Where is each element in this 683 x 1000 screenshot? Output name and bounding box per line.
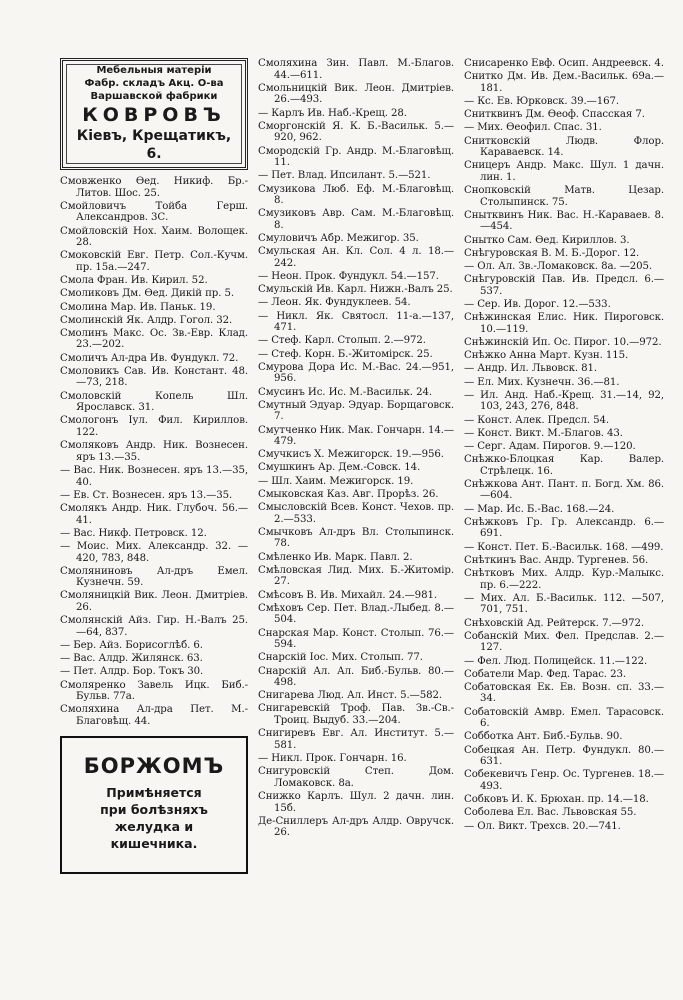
directory-entry: Смолина Мар. Ив. Паньк. 19. <box>60 301 216 313</box>
directory-entry: — Конст. Алек. Предсл. 54. <box>464 414 610 426</box>
directory-entry: — Ол. Ал. Зв.-Ломаковск. 8а. —205. <box>464 261 653 273</box>
directory-entry: Смолинскій Як. Алдр. Гогол. 32. <box>60 314 233 326</box>
directory-entry: Смоличъ Ал-дра Ив. Фундукл. 72. <box>60 352 239 364</box>
borjom-advertisement <box>60 736 248 874</box>
directory-entry: Смычковъ Ал-дръ Вл. Столыпинск. 78. <box>258 526 454 550</box>
directory-entry: Де-Сниллеръ Ал-дръ Алдр. Овручск. 26. <box>258 815 454 839</box>
directory-entry: Сницеръ Андр. Макс. Шул. 1 дачн. лин. 1. <box>464 160 664 183</box>
directory-entry: — Карлъ Ив. Наб.-Крещ. 28. <box>258 107 407 119</box>
ad-line: Фабр. складъ Акц. О-ва <box>84 78 224 89</box>
directory-entry: Смоловскій Копель Шл. Ярославск. 31. <box>60 390 248 414</box>
directory-entry: Смородскій Гр. Андр. М.-Благовѣщ. 11. <box>258 145 454 169</box>
directory-entry: Смѣховъ Сер. Пет. Влад.-Лыбед. 8.—504. <box>258 602 454 626</box>
furniture-advertisement <box>60 58 248 170</box>
directory-entry: — Леон. Як. Фундуклеев. 54. <box>258 297 411 309</box>
ad-brand-name: БОРЖОМЪ <box>83 753 225 778</box>
ad-address: Кіевъ, Крещатикъ, 6. <box>76 128 232 162</box>
directory-entry: — Стеф. Корн. Б.-Житомірск. 25. <box>258 348 433 360</box>
directory-entry: Снисаренко Евф. Осип. Андреевск. 4. <box>464 58 664 69</box>
directory-entry: — Конст. Пет. Б.-Васильк. 168. —499. <box>464 541 664 553</box>
directory-entry: Смурова Дора Ис. М.-Вас. 24.—951, 956. <box>258 361 454 385</box>
directory-entry: Сморгонскій Я. К. Б.-Васильк. 5.—920, 962. <box>258 120 454 144</box>
directory-entry: Снѣжковъ Гр. Гр. Александр. 6.—691. <box>464 516 664 540</box>
directory-entry: Снитко Дм. Ив. Дем.-Васильк. 69а.—181. <box>464 71 664 94</box>
directory-entry: Собекевичъ Генр. Ос. Тургенев. 18.—493. <box>464 769 664 792</box>
directory-entry: Смоляковъ Андр. Ник. Вознесен. яръ 13.—35. <box>60 440 248 463</box>
directory-page <box>60 58 664 983</box>
directory-entry: — Вас. Никф. Петровск. 12. <box>60 527 207 539</box>
ad-line: желудка и <box>114 818 194 834</box>
directory-entry: Смѣленко Ив. Марк. Павл. 2. <box>258 551 413 563</box>
directory-entry: Смоковскій Евг. Петр. Сол.-Кучм. пр. 15а.—247. <box>60 250 248 273</box>
directory-entry: — Вас. Ник. Вознесен. яръ 13.—35, 40. <box>60 464 248 488</box>
directory-entry: Смульская Ан. Кл. Сол. 4 л. 18.—242. <box>258 246 454 269</box>
directory-entry: Снѣжинскій Ип. Ос. Пирог. 10.—972. <box>464 336 662 348</box>
directory-entry: — Ев. Ст. Вознесен. яръ 13.—35. <box>60 489 233 501</box>
directory-entry: Снѣткинъ Вас. Андр. Тургенев. 56. <box>464 554 649 566</box>
directory-entry: Смоляхина Ал-дра Пет. М.-Благовѣщ. 44. <box>60 704 248 727</box>
directory-entry: Снигарева Люд. Ал. Инст. 5.—582. <box>258 690 443 702</box>
directory-entry: — Ел. Мих. Кузнечн. 36.—81. <box>464 376 620 388</box>
directory-entry: Снѣгуровская В. М. Б.-Дорог. 12. <box>464 247 640 259</box>
directory-entry: Соболева Ел. Вас. Львовская 55. <box>464 807 637 819</box>
directory-entry: Снитквинъ Дм. Ѳеоф. Спасская 7. <box>464 109 645 121</box>
ad-line: Мебельныя матеріи <box>96 65 212 76</box>
directory-entry: Смузиковъ Авр. Сам. М.-Благовѣщ. 8. <box>258 208 454 231</box>
directory-entry: Смуловичъ Абр. Межигор. 35. <box>258 233 419 245</box>
ad-company-name: КОВРОВЪ <box>82 104 226 126</box>
directory-entry: Собатовскій Амвр. Емел. Тарасовск. 6. <box>464 706 664 730</box>
directory-entry: — Бер. Айз. Борисоглѣб. 6. <box>60 640 203 652</box>
directory-entry: Смутный Эдуар. Эдуар. Борщаговск. 7. <box>258 399 454 423</box>
directory-entry: Снѣжко Анна Март. Кузн. 115. <box>464 350 629 362</box>
directory-entry: Смысловскій Всев. Конст. Чехов. пр. 2.—533. <box>258 502 454 525</box>
column-2 <box>258 58 454 841</box>
directory-entry: Снарскій Ал. Ал. Биб.-Бульв. 80.—498. <box>258 665 454 689</box>
directory-entry: Смоликовъ Дм. Ѳед. Дикій пр. 5. <box>60 288 235 300</box>
directory-entry: Смутченко Ник. Мак. Гончарн. 14.—479. <box>258 424 454 448</box>
directory-entry: — Конст. Викт. М.-Благов. 43. <box>464 427 623 439</box>
directory-entry: Снигуровскій Степ. Дом. Ломаковск. 8а. <box>258 766 454 789</box>
directory-entry: — Моис. Мих. Александр. 32. —420, 783, 848. <box>60 540 248 564</box>
directory-entry: Смоляренко Завель Ицк. Биб.-Бульв. 77а. <box>60 679 248 703</box>
directory-entry: Снитковскій Людв. Флор. Караваевск. 14. <box>464 135 664 159</box>
directory-entry: — Стеф. Карл. Столып. 2.—972. <box>258 335 426 347</box>
directory-entry: Смушкинъ Ар. Дем.-Совск. 14. <box>258 462 421 474</box>
directory-entry: Смоляниновъ Ал-дръ Емел. Кузнечн. 59. <box>60 565 248 589</box>
directory-entry: Смойловскій Нох. Хаим. Волощек. 28. <box>60 225 248 249</box>
directory-entry: Снытко Сам. Ѳед. Кириллов. 3. <box>464 234 630 246</box>
directory-entry: Смульскій Ив. Карл. Нижн.-Валъ 25. <box>258 284 453 296</box>
directory-entry: Смусинъ Ис. Ис. М.-Васильк. 24. <box>258 386 432 398</box>
directory-entry: Смовженко Ѳед. Никиф. Бр.-Литов. Шос. 25. <box>60 176 248 199</box>
directory-entry: Снѣжинская Елис. Ник. Пироговск. 10.—119. <box>464 312 664 335</box>
directory-entry: Собатовская Ек. Ев. Возн. сп. 33.—34. <box>464 681 664 705</box>
directory-entry: Собанскій Мих. Фел. Предслав. 2.—127. <box>464 630 664 654</box>
directory-entry: — Никл. Прок. Гончарн. 16. <box>258 753 407 765</box>
directory-entry: Снарская Мар. Конст. Столып. 76.—594. <box>258 627 454 651</box>
directory-entry: Снѣжко-Блоцкая Кар. Валер. Стрѣлецк. 16. <box>464 454 664 477</box>
directory-entry: Собецкая Ан. Петр. Фундукл. 80.—631. <box>464 744 664 768</box>
directory-entry: Снигиревъ Евг. Ал. Институт. 5.—581. <box>258 728 454 751</box>
directory-entry: Смола Фран. Ив. Кирил. 52. <box>60 275 208 287</box>
directory-entry: Снижко Карлъ. Шул. 2 дачн. лин. 15б. <box>258 791 454 814</box>
directory-entry: — Вас. Алдр. Жилянск. 63. <box>60 653 203 665</box>
directory-entry: — Серг. Адам. Пирогов. 9.—120. <box>464 440 636 452</box>
directory-entry: Собботка Ант. Биб.-Бульв. 90. <box>464 731 623 743</box>
directory-entry: Снытквинъ Ник. Вас. Н.-Караваев. 8.—454. <box>464 209 664 233</box>
directory-entry: — Пет. Алдр. Бор. Токъ 30. <box>60 666 204 678</box>
directory-entry: Смологонъ Іул. Фил. Кириллов. 122. <box>60 415 248 438</box>
directory-entry: — Мар. Ис. Б.-Вас. 168.—24. <box>464 503 615 515</box>
directory-entry: Смоловикъ Сав. Ив. Констант. 48.—73, 218. <box>60 365 248 389</box>
directory-entry: — Пет. Влад. Ипсилант. 5.—521. <box>258 170 431 182</box>
entry-list <box>464 58 664 832</box>
directory-entry: Смѣловская Лид. Мих. Б.-Житомір. 27. <box>258 564 454 588</box>
directory-entry: — Мих. Ал. Б.-Васильк. 112. —507, 701, 751. <box>464 592 664 616</box>
directory-entry: Собковъ И. К. Брюхан. пр. 14.—18. <box>464 794 649 806</box>
directory-entry: — Шл. Хаим. Межигорск. 19. <box>258 475 414 487</box>
directory-entry: — Ол. Викт. Трехсв. 20.—741. <box>464 820 621 832</box>
directory-entry: — Андр. Ил. Львовск. 81. <box>464 363 598 375</box>
directory-entry: Смоляницкій Вик. Леон. Дмитріев. 26. <box>60 590 248 614</box>
directory-entry: — Сер. Ив. Дорог. 12.—533. <box>464 299 611 310</box>
directory-entry: — Мих. Ѳеофил. Спас. 31. <box>464 122 602 134</box>
directory-entry: — Никл. Як. Святосл. 11-а.—137, 471. <box>258 310 454 334</box>
directory-entry: Смолинъ Макс. Ос. Зв.-Евр. Клад. 23.—202. <box>60 327 248 351</box>
directory-entry: — Кс. Ев. Юрковск. 39.—167. <box>464 95 619 107</box>
ad-line: Примѣняется <box>106 784 202 800</box>
directory-entry: Снѣжкова Ант. Пант. п. Богд. Хм. 86.—604. <box>464 478 664 502</box>
directory-entry: Смѣсовъ В. Ив. Михайл. 24.—981. <box>258 589 437 601</box>
directory-entry: — Ил. Анд. Наб.-Крещ. 31.—14, 92, 103, 243, 276, 848. <box>464 389 664 413</box>
column-1 <box>60 58 248 874</box>
ad-line: при болѣзняхъ <box>100 801 208 817</box>
directory-entry: Снарскій Іос. Мих. Столып. 77. <box>258 652 423 664</box>
entry-list <box>60 176 248 728</box>
directory-entry: Снѣгуровскій Пав. Ив. Предсл. 6.—537. <box>464 274 664 297</box>
directory-entry: Смолякъ Андр. Ник. Глубоч. 56.—41. <box>60 502 248 526</box>
directory-entry: Смузикова Люб. Еф. М.-Благовѣщ. 8. <box>258 183 454 207</box>
ad-line: Варшавской фабрики <box>90 91 218 102</box>
directory-entry: Снѣтковъ Мих. Алдр. Кур.-Малыкс. пр. 6.—222. <box>464 567 664 591</box>
directory-entry: Собатели Мар. Фед. Тарас. 23. <box>464 668 626 680</box>
directory-entry: Смучкисъ Х. Межигорск. 19.—956. <box>258 449 444 461</box>
directory-entry: — Фел. Люд. Полицейск. 11.—122. <box>464 655 648 667</box>
directory-entry: — Неон. Прок. Фундукл. 54.—157. <box>258 271 439 283</box>
directory-entry: Смыковская Каз. Авг. Прорѣз. 26. <box>258 488 439 500</box>
directory-entry: Снигаревскій Троф. Пав. Зв.-Св.-Троиц. Выдуб. 33.—204. <box>258 703 454 727</box>
entry-list <box>258 58 454 839</box>
directory-entry: Снопковскій Матв. Цезар. Столыпинск. 75. <box>464 185 664 208</box>
directory-entry: Смоляхина Зин. Павл. М.-Благов. 44.—611. <box>258 58 454 81</box>
column-3 <box>464 58 664 834</box>
directory-entry: Смойловичъ Тойба Герш. Александров. 3С. <box>60 200 248 224</box>
ad-line: кишечника. <box>110 835 198 851</box>
directory-entry: Снѣховскій Ад. Рейтерск. 7.—972. <box>464 617 644 629</box>
directory-entry: Смолянскій Айз. Гир. Н.-Валъ 25.—64, 837. <box>60 615 248 638</box>
directory-entry: Смольницкій Вик. Леон. Дмитріев. 26.—493. <box>258 82 454 106</box>
